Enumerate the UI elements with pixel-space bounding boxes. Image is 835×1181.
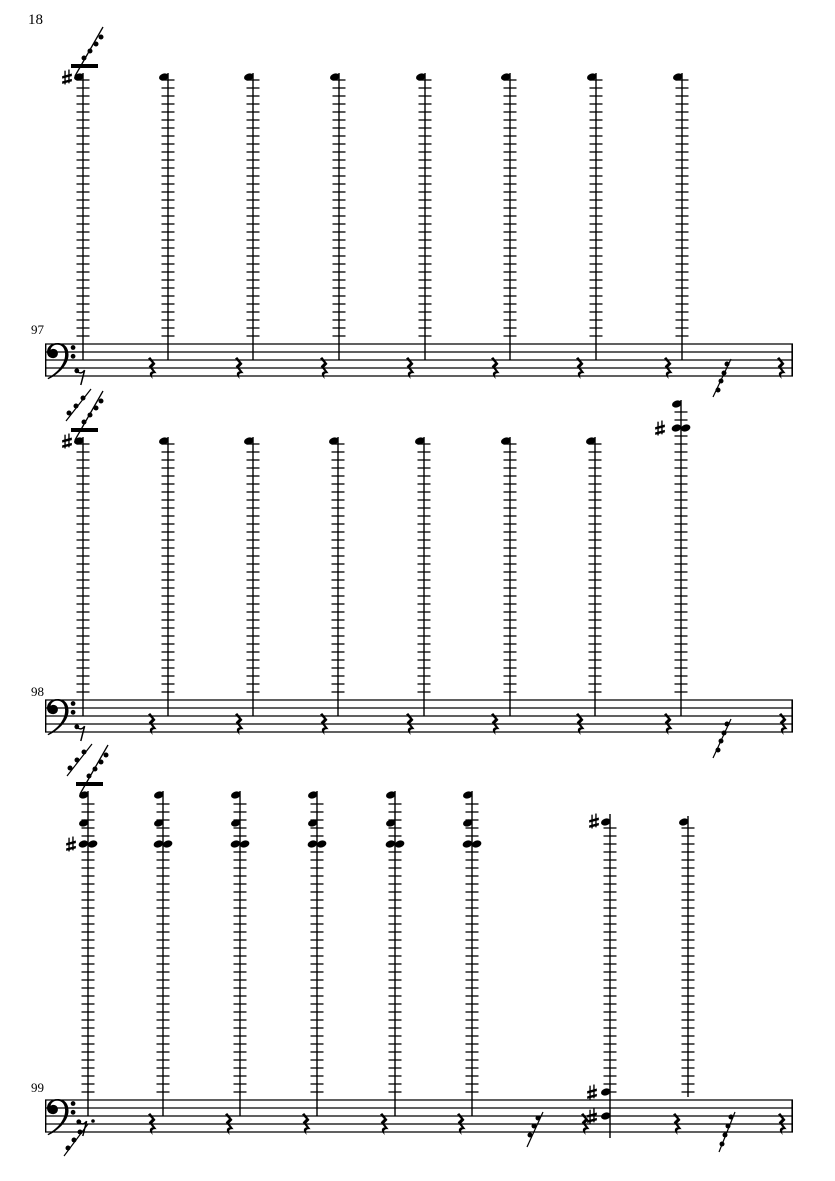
eighth-rest-tail (77, 370, 85, 385)
system-99 (45, 745, 793, 1156)
grace-notehead (81, 396, 86, 401)
note-column (62, 391, 103, 716)
grace-note-run (66, 389, 91, 421)
grace-notehead (722, 371, 727, 376)
grace-notehead (67, 411, 72, 416)
bass-clef-body (47, 1099, 69, 1135)
sharp-icon (62, 70, 72, 85)
grace-notehead (723, 1133, 728, 1138)
grace-notehead (82, 420, 87, 425)
sharp-bar (587, 1113, 597, 1118)
sharp-icon (589, 814, 599, 829)
note-column (243, 72, 259, 360)
bass-clef-body (47, 343, 69, 379)
note-column (587, 814, 616, 1138)
note-column (385, 790, 406, 1116)
measure-number-97: 97 (31, 322, 44, 337)
note-column (586, 72, 602, 360)
grace-notehead (88, 49, 93, 54)
bass-clef-dot (71, 710, 76, 715)
sharp-bar (589, 818, 599, 823)
grace-notehead (82, 56, 87, 61)
note-column (328, 436, 344, 716)
grace-notehead (725, 362, 730, 367)
sharp-bar (62, 74, 72, 79)
grace-note-run (713, 359, 731, 397)
bass-clef-icon (47, 699, 75, 735)
note-column (66, 745, 108, 1116)
sharp-bar (655, 425, 665, 430)
sharp-icon (587, 1085, 597, 1100)
grace-notehead (99, 35, 104, 40)
sharp-bar (66, 846, 76, 851)
grace-notehead (78, 1130, 83, 1135)
grace-notehead (66, 1146, 71, 1151)
grace-notehead (528, 1133, 533, 1138)
grace-ornament (71, 391, 104, 440)
grace-ornament (71, 27, 104, 76)
augmentation-dot (91, 1119, 95, 1123)
grace-notehead (99, 760, 104, 765)
grace-note-run (67, 744, 92, 776)
grace-notehead (722, 731, 727, 736)
grace-notehead (532, 1124, 537, 1129)
note-column (243, 436, 259, 716)
grace-notehead (93, 767, 98, 772)
grace-notehead (716, 748, 721, 753)
grace-notehead (729, 1115, 734, 1120)
page-number: 18 (28, 12, 43, 28)
grace-notehead (719, 739, 724, 744)
grace-notehead (719, 379, 724, 384)
note-column (500, 436, 516, 716)
measure-number-99: 99 (31, 1080, 44, 1095)
sharp-bar (587, 1094, 597, 1099)
bass-clef-body (47, 699, 69, 735)
sharp-icon (62, 434, 72, 449)
sharp-bar (62, 443, 72, 448)
eighth-rest-tail (77, 726, 85, 741)
sharp-bar (66, 841, 76, 846)
grace-notehead (82, 750, 87, 755)
grace-notehead (716, 388, 721, 393)
eighth-rest-icon (74, 368, 84, 385)
bass-clef-icon (47, 1099, 75, 1135)
grace-notehead (68, 766, 73, 771)
note-column (230, 790, 251, 1116)
note-column (415, 72, 431, 360)
grace-notehead (94, 406, 99, 411)
note-column (655, 399, 691, 716)
note-column (307, 790, 328, 1116)
ornament-beam (71, 428, 98, 432)
sharp-bar (589, 823, 599, 828)
sharp-icon (66, 837, 76, 852)
note-column (500, 72, 516, 360)
bass-clef-dot (71, 1110, 76, 1115)
note-column (329, 72, 345, 360)
sharp-bar (655, 430, 665, 435)
sharp-bar (587, 1118, 597, 1123)
bass-clef-icon (47, 343, 75, 379)
system-97 (45, 27, 793, 421)
grace-note-run (713, 719, 731, 758)
eighth-rest-icon (74, 724, 84, 741)
note-column (414, 436, 430, 716)
grace-notehead (720, 1142, 725, 1147)
sharp-bar (587, 1089, 597, 1094)
grace-notehead (87, 774, 92, 779)
grace-notehead (75, 758, 80, 763)
note-column (462, 790, 483, 1116)
grace-notehead (94, 42, 99, 47)
sharp-bar (62, 438, 72, 443)
note-column (158, 436, 174, 716)
bass-clef-dot (71, 701, 76, 706)
grace-notehead (104, 753, 109, 758)
ornament-beam (76, 782, 103, 786)
note-column (678, 816, 694, 1097)
grace-slash (66, 389, 91, 421)
grace-notehead (726, 1124, 731, 1129)
note-column (672, 72, 688, 360)
grace-ornament (76, 745, 109, 794)
sharp-icon (655, 421, 665, 436)
note-column (62, 27, 103, 360)
ornament-beam (71, 64, 98, 68)
bass-clef-dot (71, 345, 76, 350)
grace-note-run (64, 1124, 88, 1156)
grace-notehead (72, 1138, 77, 1143)
sharp-bar (62, 79, 72, 84)
note-column (585, 436, 601, 716)
grace-slash (527, 1112, 543, 1147)
note-column (153, 790, 174, 1116)
note-column (158, 72, 174, 360)
grace-note-run (527, 1112, 543, 1147)
bass-clef-dot (71, 1101, 76, 1106)
bass-clef-dot (71, 354, 76, 359)
grace-notehead (74, 404, 79, 409)
grace-notehead (725, 722, 730, 727)
grace-notehead (536, 1116, 541, 1121)
grace-notehead (99, 399, 104, 404)
measure-number-98: 98 (31, 684, 44, 699)
grace-notehead (88, 413, 93, 418)
system-98 (45, 391, 793, 776)
